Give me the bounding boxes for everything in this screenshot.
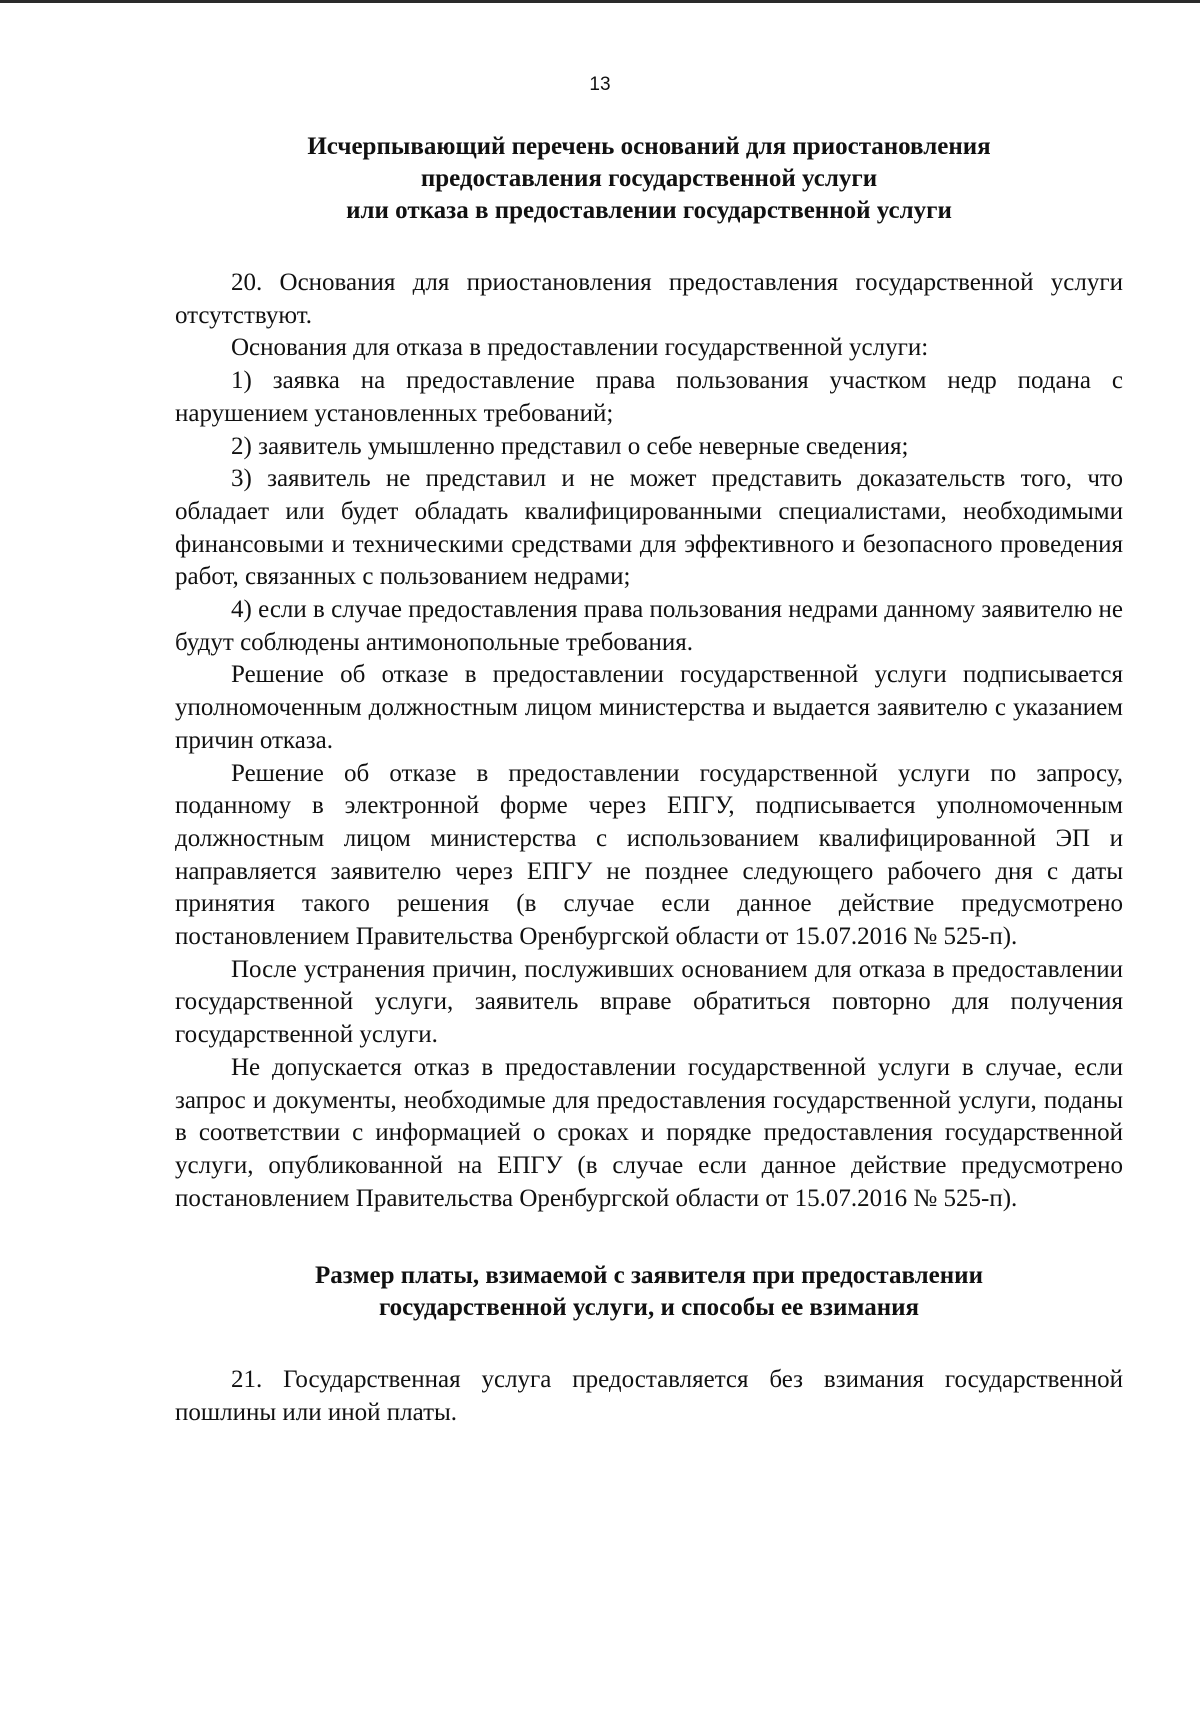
section-heading-suspension-refusal [175, 131, 1123, 227]
paragraph-21: 21. Государственная услуга предоставляется без взимания государственной пошлины или иной платы. [175, 1366, 1123, 1427]
list-item-3: 3) заявитель не представил и не может представить доказательств того, что обладает или будет обладать квалифицированными специалистами, необходимыми финансовыми и техническими средствами для эффективного и безопасного проведения работ, связанных с пользованием недрами; [175, 465, 1123, 591]
paragraph-refusal-grounds-intro: Основания для отказа в предоставлении государственной услуги: [231, 334, 929, 362]
list-item-4: 4) если в случае предоставления права пользования недрами данному заявителю не будут соблюдены антимонопольные требования. [175, 596, 1123, 656]
heading-line: Размер платы, взимаемой с заявителя при предоставлении [315, 1262, 983, 1290]
paragraph-electronic-refusal: Решение об отказе в предоставлении государственной услуги по запросу, поданному в электронной форме через ЕПГУ, подписывается уполномоченным должностным лицом министерства с использованием квалифицированной ЭП и направляется заявителю через ЕПГУ не позднее следующего рабочего дня с даты принятия такого решения (в случае если данное действие предусмотрено постановлением Правительства Оренбургской области от 15.07.2016 № 525-п). [175, 759, 1123, 951]
document-body [175, 131, 1123, 1430]
heading-line: Исчерпывающий перечень оснований для приостановления [307, 133, 991, 160]
list-item-1: 1) заявка на предоставление права пользования участком недр подана с нарушением установленных требований; [175, 367, 1123, 427]
heading-line: предоставления государственной услуги [420, 165, 878, 192]
section-heading-fee [175, 1260, 1123, 1324]
list-item-2: 2) заявитель умышленно представил о себе неверные сведения; [231, 432, 909, 460]
spacer [175, 1324, 1123, 1364]
scan-top-edge [0, 0, 1200, 3]
page-number: 13 [589, 74, 611, 95]
paragraph-refusal-not-allowed: Не допускается отказ в предоставлении государственной услуги в случае, если запрос и документы, необходимые для предоставления государственной услуги, поданы в соответствии с информацией о сроках и порядке предоставления государственной услуги, опубликованной на ЕПГУ (в случае если данное действие предусмотрено постановлением Правительства Оренбургской области от 15.07.2016 № 525-п). [175, 1053, 1123, 1212]
paragraph-20: 20. Основания для приостановления предоставления государственной услуги отсутствуют. [175, 269, 1123, 329]
spacer [175, 227, 1123, 267]
heading-line: или отказа в предоставлении государственной услуги [346, 197, 952, 224]
paragraph-refusal-decision: Решение об отказе в предоставлении государственной услуги подписывается уполномоченным должностным лицом министерства и выдается заявителю с указанием причин отказа. [175, 661, 1123, 754]
paragraph-reapplication: После устранения причин, послуживших основанием для отказа в предоставлении государственной услуги, заявитель вправе обратиться повторно для получения государственной услуги. [175, 955, 1123, 1049]
spacer [175, 1215, 1123, 1260]
heading-line: государственной услуги, и способы ее взимания [378, 1294, 920, 1322]
